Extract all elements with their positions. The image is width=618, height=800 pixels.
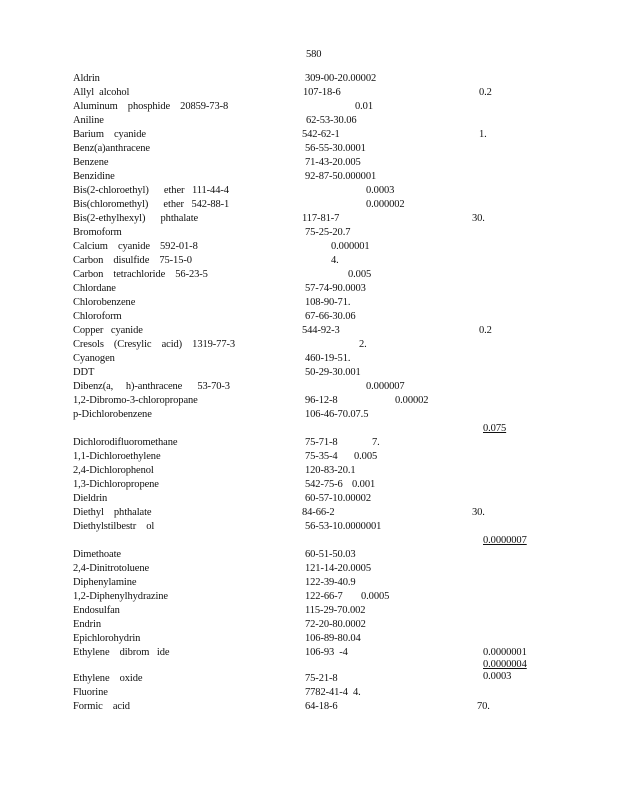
chemical-name: Aldrin xyxy=(73,73,100,84)
cas-value: 122-39-40.9 xyxy=(305,577,356,588)
cas-value: 108-90-71. xyxy=(305,297,351,308)
chemical-name: Dibenz(a, h)-anthracene 53-70-3 xyxy=(73,381,230,392)
mid-value: 4. xyxy=(353,687,361,698)
chemical-name: Fluorine xyxy=(73,687,108,698)
chemical-name: Benzidine xyxy=(73,171,115,182)
cas-value: 120-83-20.1 xyxy=(305,465,356,476)
chemical-name: 1,1-Dichloroethylene xyxy=(73,451,161,462)
limit-value: 0.2 xyxy=(479,87,492,98)
mid-value: 7. xyxy=(372,437,380,448)
chemical-name: Ethylene dibrom ide xyxy=(73,647,170,658)
chemical-name: Aluminum phosphide 20859-73-8 xyxy=(73,101,229,112)
limit-value: 1. xyxy=(479,129,487,140)
chemical-name: Chlordane xyxy=(73,283,116,294)
chemical-name: Allyl alcohol xyxy=(73,87,130,98)
cas-value: 84-66-2 xyxy=(302,507,335,518)
mid-value: 0.001 xyxy=(352,479,376,490)
mid-value: 2. xyxy=(359,339,367,350)
chemical-name: Diphenylamine xyxy=(73,577,137,588)
cas-value: 50-29-30.001 xyxy=(305,367,361,378)
chemical-name: p-Dichlorobenzene xyxy=(73,409,152,420)
chemical-name: Bis(chloromethyl) ether 542-88-1 xyxy=(73,199,230,210)
chemical-name: 1,3-Dichloropropene xyxy=(73,479,159,490)
mid-value: 0.0005 xyxy=(361,591,390,602)
chemical-name: Ethylene oxide xyxy=(73,673,143,684)
cas-value: 75-35-4 xyxy=(305,451,338,462)
chemical-name: Aniline xyxy=(73,115,104,126)
chemical-name: Calcium cyanide 592-01-8 xyxy=(73,241,198,252)
chemical-name: Barium cyanide xyxy=(73,129,146,140)
limit-value: 0.0000001 xyxy=(483,647,527,658)
chemical-name: 1,2-Diphenylhydrazine xyxy=(73,591,168,602)
chemical-name: Dimethoate xyxy=(73,549,121,560)
chemical-name: Dieldrin xyxy=(73,493,108,504)
chemical-name: Diethyl phthalate xyxy=(73,507,152,518)
cas-value: 60-57-10.00002 xyxy=(305,493,371,504)
cas-value: 96-12-8 xyxy=(305,395,338,406)
cas-value: 106-89-80.04 xyxy=(305,633,361,644)
mid-value: 0.005 xyxy=(348,269,372,280)
mid-value: 4. xyxy=(331,255,339,266)
chemical-name: Chloroform xyxy=(73,311,122,322)
chemical-name: Endrin xyxy=(73,619,101,630)
cas-value: 106-93 -4 xyxy=(305,647,348,658)
mid-value: 0.005 xyxy=(354,451,378,462)
limit-value: 0.0000004 xyxy=(483,659,527,670)
chemical-name: Epichlorohydrin xyxy=(73,633,141,644)
cas-value: 62-53-30.06 xyxy=(306,115,357,126)
chemical-name: Bis(2-ethylhexyl) phthalate xyxy=(73,213,199,224)
cas-value: 460-19-51. xyxy=(305,353,351,364)
cas-value: 309-00-20.00002 xyxy=(305,73,377,84)
cas-value: 56-55-30.0001 xyxy=(305,143,366,154)
cas-value: 72-20-80.0002 xyxy=(305,619,366,630)
cas-value: 60-51-50.03 xyxy=(305,549,356,560)
cas-value: 92-87-50.000001 xyxy=(305,171,377,182)
cas-value: 67-66-30.06 xyxy=(305,311,356,322)
cas-value: 107-18-6 xyxy=(303,87,341,98)
chemical-name: Bromoform xyxy=(73,227,122,238)
page-number: 580 xyxy=(306,49,322,60)
limit-value: 70. xyxy=(477,701,490,712)
cas-value: 115-29-70.002 xyxy=(305,605,366,616)
chemical-name: Carbon disulfide 75-15-0 xyxy=(73,255,192,266)
limit-value: 0.0003 xyxy=(483,671,512,682)
cas-value: 117-81-7 xyxy=(302,213,340,224)
chemical-name: Benz(a)anthracene xyxy=(73,143,150,154)
cas-value: 57-74-90.0003 xyxy=(305,283,366,294)
limit-value: 0.0000007 xyxy=(483,535,527,546)
chemical-name: Endosulfan xyxy=(73,605,120,616)
cas-value: 75-71-8 xyxy=(305,437,338,448)
chemical-name: Bis(2-chloroethyl) ether 111-44-4 xyxy=(73,185,229,196)
chemical-name: Formic acid xyxy=(73,701,130,712)
cas-value: 544-92-3 xyxy=(302,325,340,336)
mid-value: 0.000007 xyxy=(366,381,405,392)
cas-value: 106-46-70.07.5 xyxy=(305,409,369,420)
chemical-name: 1,2-Dibromo-3-chloropropane xyxy=(73,395,198,406)
limit-value: 30. xyxy=(472,507,485,518)
limit-value: 0.075 xyxy=(483,423,507,434)
chemical-name: 2,4-Dinitrotoluene xyxy=(73,563,150,574)
cas-value: 64-18-6 xyxy=(305,701,338,712)
cas-value: 71-43-20.005 xyxy=(305,157,361,168)
cas-value: 122-66-7 xyxy=(305,591,343,602)
cas-value: 7782-41-4 xyxy=(305,687,348,698)
limit-value: 30. xyxy=(472,213,485,224)
cas-value: 75-25-20.7 xyxy=(305,227,351,238)
cas-value: 75-21-8 xyxy=(305,673,338,684)
chemical-name: Copper cyanide xyxy=(73,325,143,336)
cas-value: 542-62-1 xyxy=(302,129,340,140)
chemical-name: Carbon tetrachloride 56-23-5 xyxy=(73,269,208,280)
limit-value: 0.2 xyxy=(479,325,492,336)
chemical-name: DDT xyxy=(73,367,95,378)
mid-value: 0.0003 xyxy=(366,185,395,196)
cas-value: 542-75-6 xyxy=(305,479,343,490)
mid-value: 0.000001 xyxy=(331,241,370,252)
chemical-name: Cyanogen xyxy=(73,353,115,364)
mid-value: 0.00002 xyxy=(395,395,429,406)
chemical-name: Chlorobenzene xyxy=(73,297,136,308)
chemical-name: Cresols (Cresylic acid) 1319-77-3 xyxy=(73,339,236,350)
mid-value: 0.01 xyxy=(355,101,373,112)
chemical-name: Dichlorodifluoromethane xyxy=(73,437,178,448)
chemical-name: Benzene xyxy=(73,157,109,168)
chemical-name: 2,4-Dichlorophenol xyxy=(73,465,154,476)
cas-value: 56-53-10.0000001 xyxy=(305,521,382,532)
cas-value: 121-14-20.0005 xyxy=(305,563,371,574)
mid-value: 0.000002 xyxy=(366,199,405,210)
chemical-name: Diethylstilbestr ol xyxy=(73,521,155,532)
